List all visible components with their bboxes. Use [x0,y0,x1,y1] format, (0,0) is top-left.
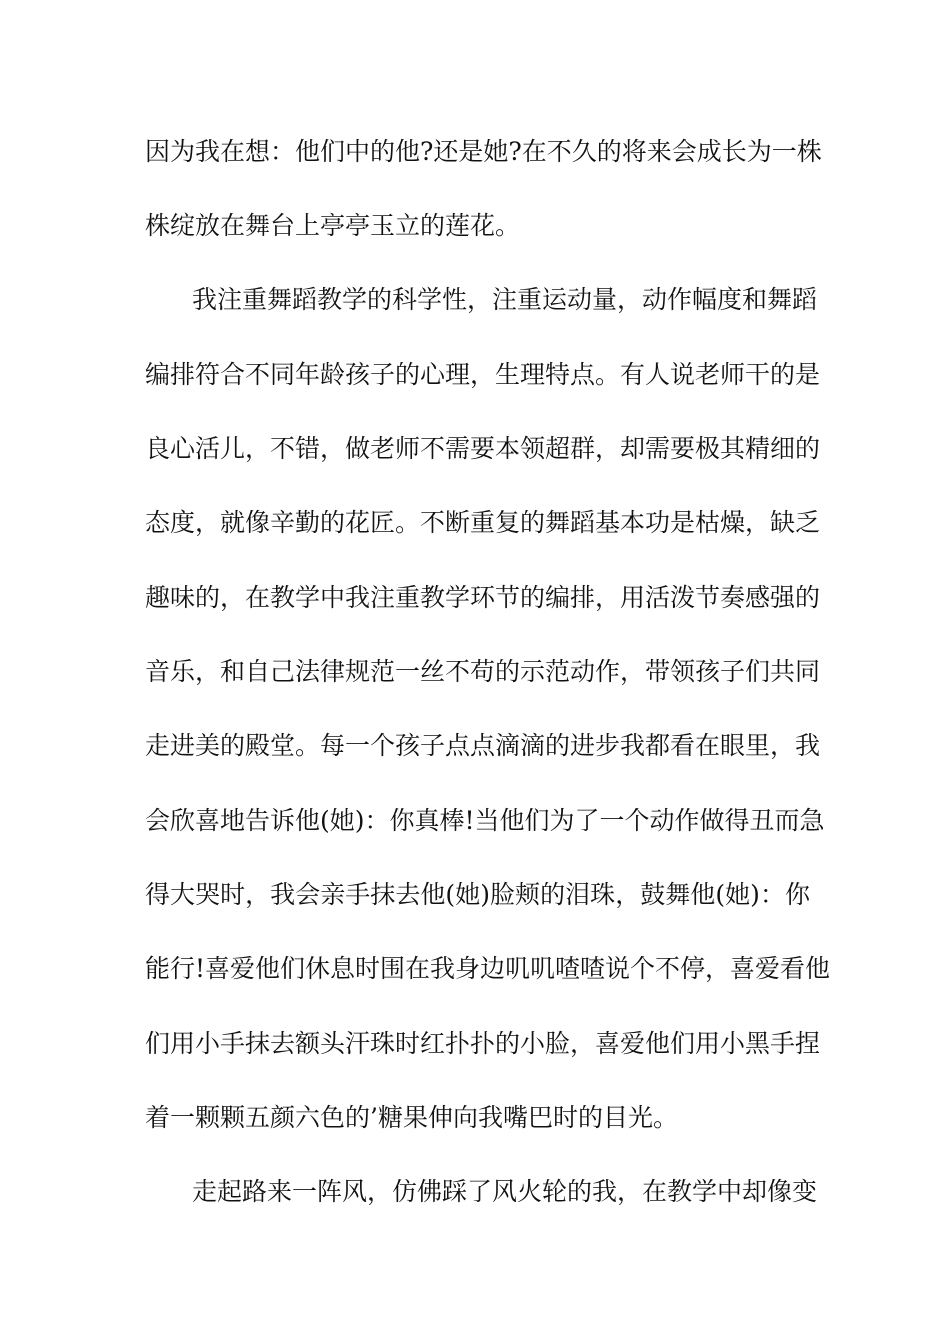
text-line: 态度，就像辛勤的花匠。不断重复的舞蹈基本功是枯燥，缺乏 [145,508,821,537]
text-line: 株绽放在舞台上亭亭玉立的莲花。 [145,211,521,240]
text-line: 因为我在想：他们中的他?还是她?在不久的将来会成长为一株 [145,137,822,166]
text-line: 我注重舞蹈教学的科学性，注重运动量，动作幅度和舞蹈 [192,285,818,314]
text-line: 得大哭时，我会亲手抹去他(她)脸颊的泪珠，鼓舞他(她)：你 [145,880,810,909]
text-line: 会欣喜地告诉他(她)：你真棒!当他们为了一个动作做得丑而急 [145,806,825,835]
text-line: 趣味的，在教学中我注重教学环节的编排，用活泼节奏感强的 [145,583,821,612]
text-line: 们用小手抹去额头汗珠时红扑扑的小脸，喜爱他们用小黑手捏 [145,1029,821,1058]
text-line: 音乐，和自己法律规范一丝不苟的示范动作，带领孩子们共同 [145,657,821,686]
text-line: 能行!喜爱他们休息时围在我身边叽叽喳喳说个不停，喜爱看他 [145,954,831,983]
text-line: 着一颗颗五颜六色的’糖果伸向我嘴巴时的目光。 [145,1103,678,1132]
text-line: 良心活儿，不错，做老师不需要本领超群，却需要极其精细的 [145,434,821,463]
text-line: 走起路来一阵风，仿佛踩了风火轮的我，在教学中却像变 [192,1177,818,1206]
text-line: 编排符合不同年龄孩子的心理，生理特点。有人说老师干的是 [145,360,821,389]
text-line: 走进美的殿堂。每一个孩子点点滴滴的进步我都看在眼里，我 [145,731,821,760]
